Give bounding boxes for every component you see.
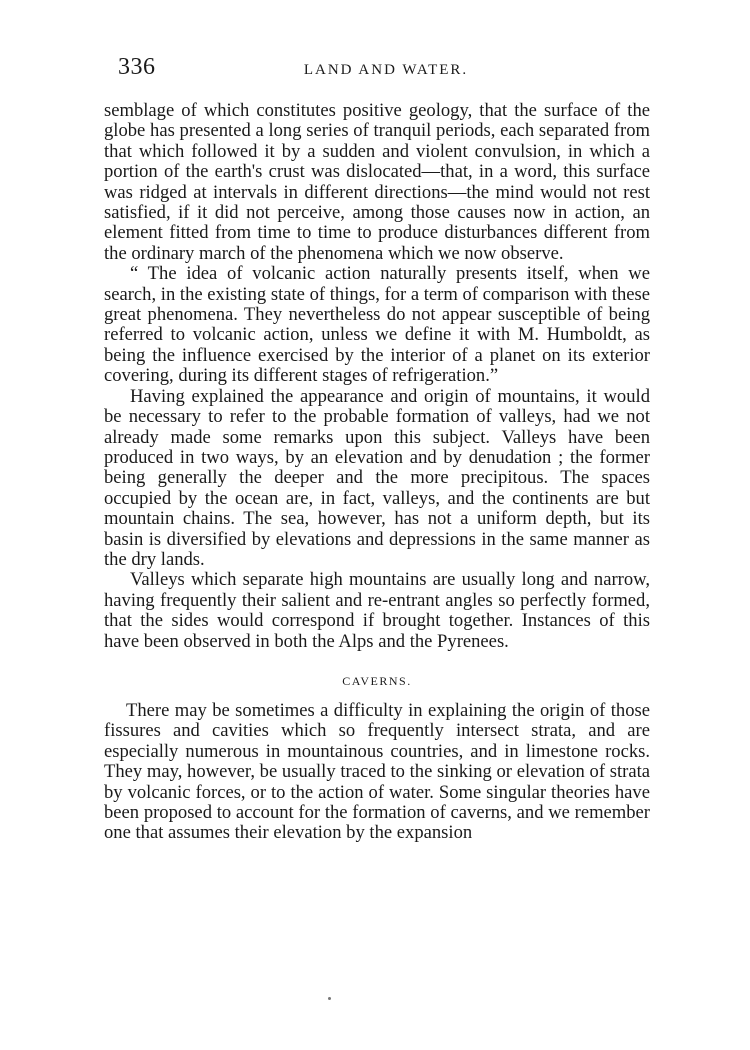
paragraph-caverns: There may be sometimes a difficulty in explaining the origin of those fissures and cavities which so frequently intersect strata, and are especially numerous in mountainous countries, and in limestone rocks. They may, however, be usually traced to the sinking or elevation of strata by volcanic forces, or to the action of water. Some singular theories have been proposed to account for the formation of caverns, and we remember one that assumes their elevation by the expansion bbox=[104, 699, 650, 844]
paragraph-valleys: Having explained the appearance and origin of mountains, it would be necessary to refer to the probable formation of valleys, had we not already made some remarks upon this subject. Valleys have been produced in two ways, by an elevation and by denudation ; the former being generally the deeper and the more precipitous. The spaces occupied by the ocean are, in fact, valleys, and the continents are but mountain chains. The sea, however, has not a uniform depth, but its basin is diversified by elevations and depressions in the same manner as the dry lands. bbox=[104, 385, 650, 570]
paragraph-mountain-valleys: Valleys which separate high mountains are usually long and narrow, having frequently their salient and re-entrant angles so perfectly formed, that the sides would correspond if brought together. Instances of this have been observed in both the Alps and the Pyrenees. bbox=[104, 569, 650, 652]
body-text bbox=[104, 101, 650, 844]
page-number: 336 bbox=[118, 54, 156, 80]
print-speck bbox=[328, 997, 331, 1000]
running-title: LAND AND WATER. bbox=[303, 62, 469, 78]
paragraph-quotation: “ The idea of volcanic action naturally presents itself, when we search, in the existing state of things, for a term of comparison with these great phenomena. They nevertheless do not appear susceptible of being referred to volcanic action, unless we define it with M. Humboldt, as being the influence exercised by the interior of a planet on its exterior covering, during its different stages of refrigeration.” bbox=[104, 263, 650, 387]
section-heading: CAVERNS. bbox=[342, 673, 412, 688]
paragraph-continuation: semblage of which constitutes positive geology, that the surface of the globe has presented a long series of tranquil periods, each separated from that which followed it by a sudden and violent convulsion, in which a portion of the earth's crust was dislocated—that, in a word, this surface was ridged at intervals in different directions—the mind would not rest satisfied, if it did not perceive, among those causes now in action, an element fitted from time to time to produce disturbances different from the ordinary march of the phenomena which we now observe. bbox=[104, 100, 650, 264]
page-header bbox=[118, 54, 654, 86]
